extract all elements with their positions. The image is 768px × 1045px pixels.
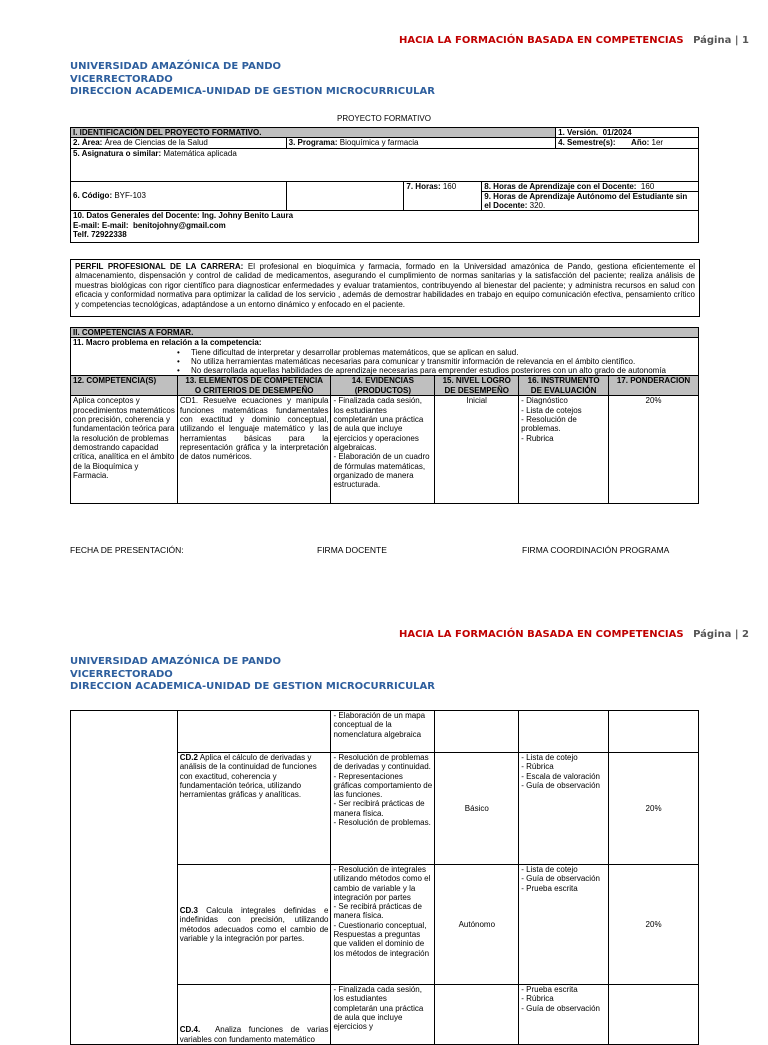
vicerrectorado: VICERRECTORADO: [70, 73, 173, 85]
evidencias-cd3: - Resolución de integrales utilizando métodos como el cambio de variable y la integración por partes - Se recibirá prácticas de manera física. - Cuestionario conceptual, Respuestas a preguntas que validen el dominio de los métodos de integración: [331, 865, 435, 985]
direccion: DIRECCION ACADEMICA-UNIDAD DE GESTION MICROCURRICULAR: [70, 681, 435, 692]
direccion: DIRECCION ACADEMICA-UNIDAD DE GESTION MICROCURRICULAR: [70, 86, 435, 97]
header-elementos: 13. ELEMENTOS DE COMPETENCIA O CRITERIOS DE DESEMPEÑO: [177, 376, 331, 396]
page-number: 1: [741, 35, 749, 46]
firma-docente: FIRMA DOCENTE: [317, 545, 387, 555]
horas-docente-cell: 8. Horas de Aprendizaje con el Docente: 160: [482, 181, 699, 191]
elemento-cd2: CD.2 Aplica el cálculo de derivadas y análisis de la continuidad de funciones con exactitud, coherencia y fundamentación teórica, utilizando herramientas gráficas y analíticas.: [177, 753, 331, 865]
docente-cell: 10. Datos Generales del Docente: Ing. Johny Benito Laura E-mail: E-mail: benitojohny@gmail.com Telf. 72922338: [71, 211, 699, 243]
page-header: HACIA LA FORMACIÓN BASADA EN COMPETENCIAS Página | 1: [399, 35, 749, 46]
competencias-table-cont: [70, 710, 699, 1045]
header-slogan: HACIA LA FORMACIÓN BASADA EN COMPETENCIAS: [399, 629, 684, 640]
nivel-cd1: Inicial: [435, 396, 519, 504]
section-identificacion: I. IDENTIFICACIÓN DEL PROYECTO FORMATIVO.: [71, 128, 556, 138]
nivel-cd3: Autónomo: [435, 865, 519, 985]
nivel-cd2: Básico: [435, 753, 519, 865]
firma-coordinacion: FIRMA COORDINACIÓN PROGRAMA: [522, 545, 670, 555]
horas-cell: 7. Horas: 160: [404, 181, 482, 211]
header-slogan: HACIA LA FORMACIÓN BASADA EN COMPETENCIAS: [399, 35, 684, 46]
elemento-cd3: CD.3 Calcula integrales definidas e indefinidas con precisión, utilizando métodos adecuados como el cambio de variable y la integración por partes.: [177, 865, 331, 985]
header-ponderacion: 17. PONDERACION: [609, 376, 699, 396]
table-row: [71, 396, 699, 504]
elemento-cd4: CD.4. Analiza funciones de varias variables con fundamento matemático: [177, 985, 331, 1045]
semestre-cell: 4. Semestre(s): Año: 1er: [556, 138, 699, 148]
competencias-table: [70, 327, 699, 504]
evidencias-cd2: - Resolución de problemas de derivadas y continuidad. - Representaciones gráficas comportamiento de las funciones. - Ser recibirá prácticas de manera física. - Resolución de problemas.: [331, 753, 435, 865]
page-number: 2: [741, 629, 749, 640]
header-competencia: 12. COMPETENCIA(S): [71, 376, 178, 396]
ponderacion-cd1: 20%: [609, 396, 699, 504]
institution-block: [70, 61, 435, 99]
ponderacion-cd2: 20%: [609, 753, 699, 865]
table-row: [71, 711, 699, 753]
header-evidencias: 14. EVIDENCIAS (PRODUCTOS): [331, 376, 435, 396]
header-nivel: 15. NIVEL LOGRO DE DESEMPEÑO: [435, 376, 519, 396]
university-name: UNIVERSIDAD AMAZÓNICA DE PANDO: [70, 656, 281, 667]
macro-problema-cell: [71, 338, 699, 376]
ponderacion-cd3: 20%: [609, 865, 699, 985]
macro-problema-list: [73, 348, 696, 376]
page-label: Página: [693, 35, 732, 46]
vicerrectorado: VICERRECTORADO: [70, 668, 173, 680]
section-competencias: II. COMPETENCIAS A FORMAR.: [71, 328, 699, 338]
codigo-cell: 6. Código: BYF-103: [71, 181, 287, 211]
perfil-profesional: PERFIL PROFESIONAL DE LA CARRERA: El profesional en bioquímica y farmacia, formado en la Universidad amazónica de Pando, gestiona eficientemente el almacenamiento, dispensación y control de calidad de medicamentos, asegurando el cumplimiento de normas sanitarias y la satisfacción del paciente; realiza análisis de muestras biológicas con rigor científico para diagnosticar enfermedades y evaluar tratamientos, contribuyendo al bienestar del paciente; y administra recursos en salud con eficacia y conformidad normativa para optimizar la calidad de los servicio , además de demostrar habilidades en trabajo en equipo comunicación efectiva, pensamiento crítico y competencias tecnológicas, adaptándose a un entorno dinámico y enfocado en el paciente.: [70, 259, 700, 317]
horas-autonomo-cell: 9. Horas de Aprendizaje Autónomo del Estudiante sin el Docente: 320.: [482, 191, 699, 211]
header-instrumento: 16. INSTRUMENTO DE EVALUACIÓN: [519, 376, 609, 396]
list-item: • No desarrollada aquellas habilidades de aprendizaje necesarias para emprender estudios posteriores con un alto grado de autonomía: [177, 366, 696, 375]
instrumentos-cd1: - Diagnóstico - Lista de cotejos - Resolución de problemas. - Rubrica: [519, 396, 609, 504]
list-item: • Tiene dificultad de interpretar y desarrollar problemas matemáticos, que se aplican en salud.: [177, 348, 696, 357]
page-label: Página: [693, 629, 732, 640]
identification-table: [70, 127, 699, 243]
instrumentos-cd2: - Lista de cotejo - Rúbrica - Escala de valoración - Guía de observación: [519, 753, 609, 865]
document-title: PROYECTO FORMATIVO: [337, 114, 431, 123]
elemento-cd1: CD1. Resuelve ecuaciones y manipula funciones matemáticas fundamentales con exactitud y dominio conceptual, utilizando el lenguaje matemático y las herramientas básicas para la representación gráfica y la interpretación de datos numéricos.: [177, 396, 331, 504]
list-item: • No utiliza herramientas matemáticas necesarias para comunicar y transmitir información de relevancia en el ámbito científico.: [177, 357, 696, 366]
instrumentos-cd4: - Prueba escrita - Rúbrica - Guía de observación: [519, 985, 609, 1045]
asignatura-cell: 5. Asignatura o similar: Matemática aplicada: [71, 148, 699, 181]
macro-problema-label: 11. Macro problema en relación a la competencia:: [73, 338, 262, 348]
university-name: UNIVERSIDAD AMAZÓNICA DE PANDO: [70, 61, 281, 72]
evidencias-cd1-cont: - Elaboración de un mapa conceptual de la nomenclatura algebraica: [331, 711, 435, 753]
programa-cell: 3. Programa: Bioquímica y farmacia: [286, 138, 556, 148]
instrumentos-cd3: - Lista de cotejo - Guía de observación - Prueba escrita: [519, 865, 609, 985]
page-header: HACIA LA FORMACIÓN BASADA EN COMPETENCIAS Página | 2: [399, 629, 749, 640]
competencia-text: Aplica conceptos y procedimientos matemáticos con precisión, coherencia y fundamentación teórica para la resolución de problemas demostrando capacidad crítica, analítica en el ámbito de la Bioquímica y Farmacia.: [71, 396, 178, 504]
institution-block: [70, 656, 435, 694]
area-cell: 2. Área: Área de Ciencias de la Salud: [71, 138, 287, 148]
fecha-presentacion: FECHA DE PRESENTACIÓN:: [70, 545, 184, 555]
evidencias-cd1: - Finalizada cada sesión, los estudiantes completarán una práctica de aula que incluye ejercicios y operaciones algebraicas. - Elaboración de un cuadro de fórmulas matemáticas, organizado de manera estructurada.: [331, 396, 435, 504]
evidencias-cd4: - Finalizada cada sesión, los estudiantes completarán una práctica de aula que incluye ejercicios y: [331, 985, 435, 1045]
version-cell: 1. Versión. 01/2024: [556, 128, 699, 138]
